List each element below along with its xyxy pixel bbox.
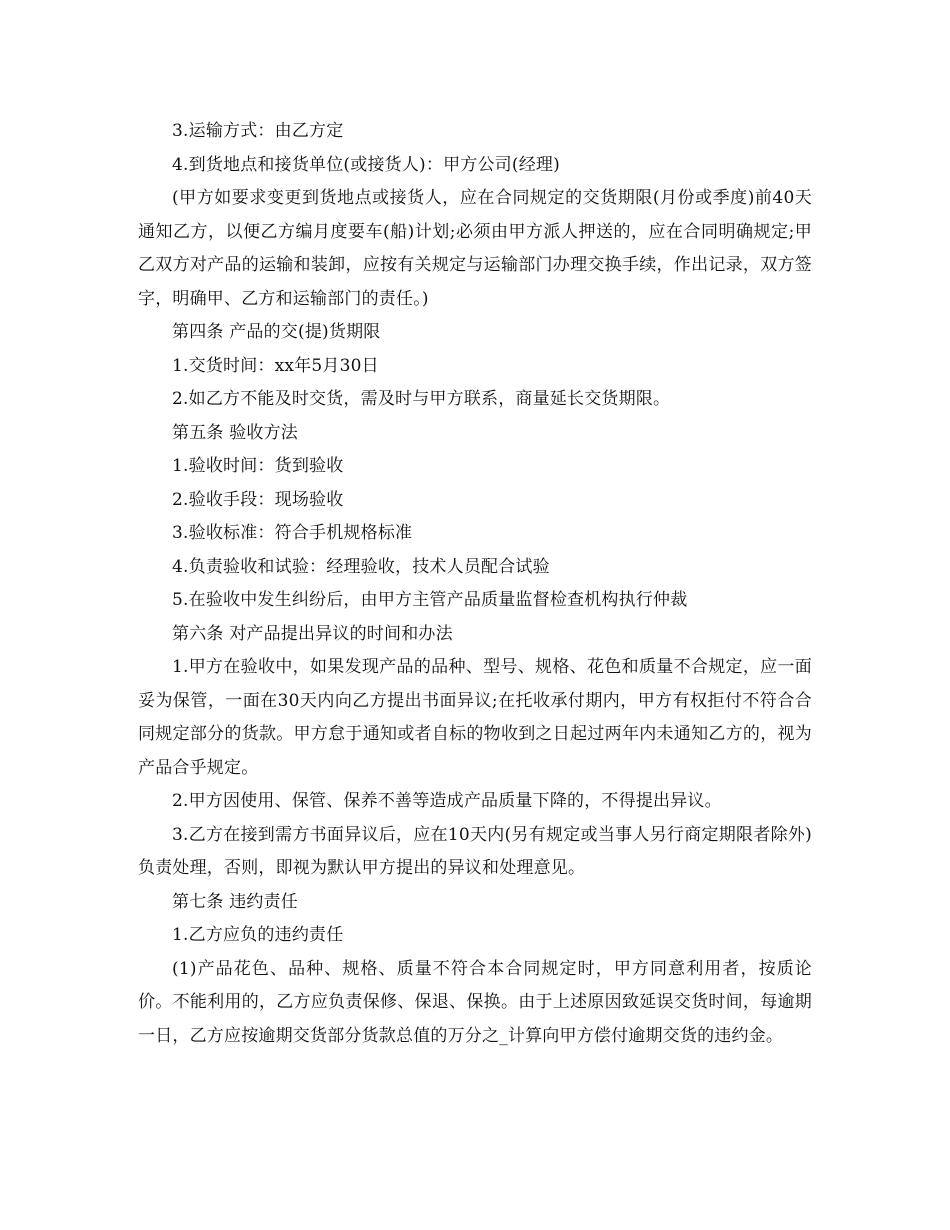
paragraph-delivery-extension: 2.如乙方不能及时交货，需及时与甲方联系，商量延长交货期限。 [172,389,671,409]
paragraph-objection-3: 3.乙方在接到需方书面异议后，应在10天内(另有规定或当事人另行商定期限者除外)负责处理，否则，即视为默认甲方提出的异议和处理意见。 [138,824,812,878]
paragraph-transport-method: 3.运输方式：由乙方定 [172,121,344,141]
paragraph-inspection-standard: 3.验收标准：符合手机规格标准 [172,523,413,543]
paragraph-inspection-time: 1.验收时间：货到验收 [172,456,344,476]
article-5-heading: 第五条 验收方法 [172,422,299,443]
paragraph-delivery-location: 4.到货地点和接货单位(或接货人)：甲方公司(经理) [172,154,560,175]
paragraph-seller-liability-heading: 1.乙方应负的违约责任 [172,925,344,945]
article-4-heading: 第四条 产品的交(提)货期限 [172,322,381,342]
paragraph-delivery-change-note: (甲方如要求变更到货地点或接货人，应在合同规定的交货期限(月份或季度)前40天通知乙方，以便乙方编月度要车(船)计划;必须由甲方派人押送的，应在合同明确规定;甲乙双方对产品的运输和装卸，应按有关规定与运输部门办理交换手续，作出记录，双方签字，明确甲、乙方和运输部门的责任。) [138,188,812,309]
paragraph-inspection-responsibility: 4.负责验收和试验：经理验收，技术人员配合试验 [172,556,550,577]
paragraph-inspection-means: 2.验收手段：现场验收 [172,489,344,510]
paragraph-inspection-dispute: 5.在验收中发生纠纷后，由甲方主管产品质量监督检查机构执行仲裁 [172,590,688,610]
paragraph-objection-2: 2.甲方因使用、保管、保养不善等造成产品质量下降的，不得提出异议。 [172,791,722,811]
paragraph-seller-liability-1: (1)产品花色、品种、规格、质量不符合本合同规定时，甲方同意利用者，按质论价。不能利用的，乙方应负责保修、保退、保换。由于上述原因致延误交货时间，每逾期一日，乙方应按逾期交货部分货款总值的万分之_计算向甲方偿付逾期交货的违约金。 [138,958,812,1046]
paragraph-delivery-time: 1.交货时间：xx年5月30日 [172,355,379,376]
article-6-heading: 第六条 对产品提出异议的时间和办法 [172,623,453,644]
paragraph-objection-1: 1.甲方在验收中，如果发现产品的品种、型号、规格、花色和质量不合规定，应一面妥为保管，一面在30天内向乙方提出书面异议;在托收承付期内，甲方有权拒付不符合合同规定部分的货款。甲方怠于通知或者自标的物收到之日起过两年内未通知乙方的，视为产品合乎规定。 [138,657,812,778]
article-7-heading: 第七条 违约责任 [172,891,299,912]
